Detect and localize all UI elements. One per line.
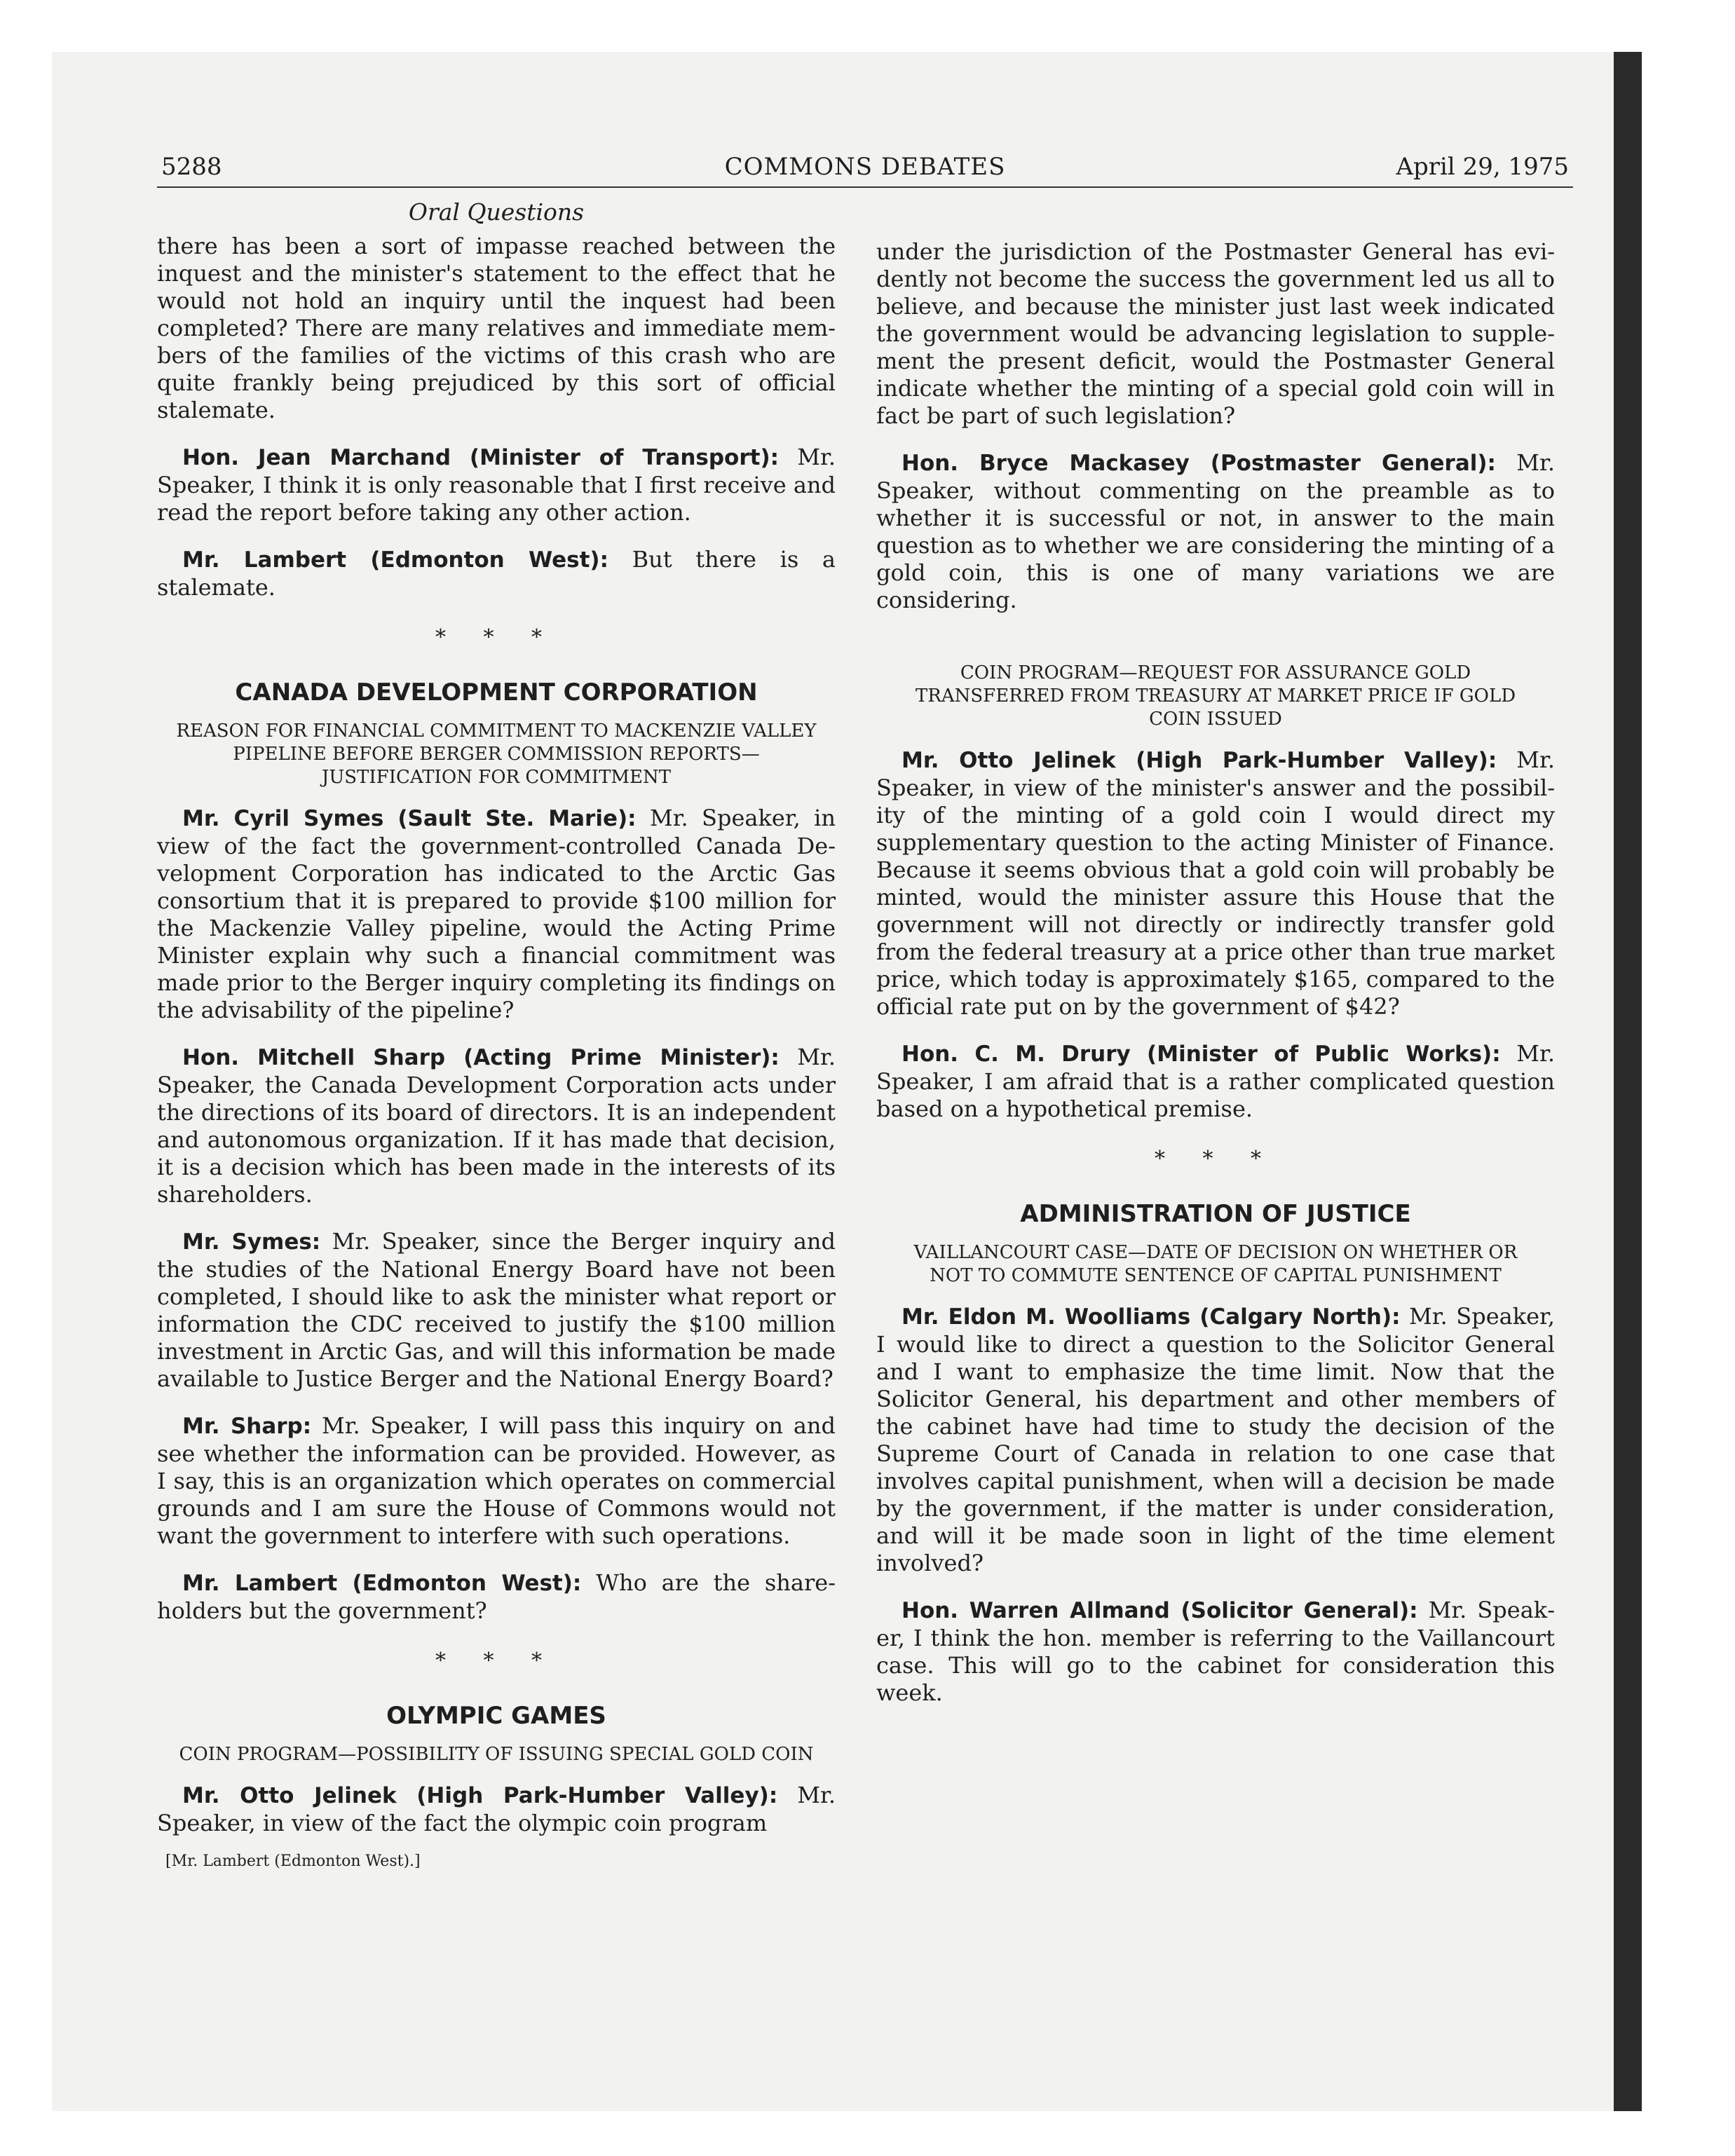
section-subheading: COIN PROGRAM—POSSIBILITY OF ISSUING SPECIAL GOLD COIN [179, 1744, 814, 1765]
speech-text: Mr. Speaker, in view of the fact the olympic coin program [157, 1782, 836, 1836]
speaker-name: Mr. Sharp: [182, 1414, 312, 1439]
speaker-name: Hon. C. M. Drury (Minister of Public Works): [901, 1042, 1501, 1067]
speech-text: But there is a stalemate. [157, 546, 836, 601]
section-separator: * * * [435, 625, 558, 650]
scan-edge-shadow [1614, 52, 1642, 2111]
paragraph [157, 1782, 836, 1837]
section-separator: * * * [1154, 1147, 1277, 1171]
page-header [157, 147, 1573, 188]
paragraph [157, 1044, 836, 1208]
right-column [876, 238, 1555, 1726]
speech-text: Mr. Speaker, without commenting on the preamble as to whether it is successful or not, in answer to the main question as to whether we are considering the minting of a gold coin, this is one of many variations we are considering. [876, 449, 1556, 613]
paragraph [157, 1228, 836, 1393]
section-heading: CANADA DEVELOPMENT CORPORATION [235, 678, 758, 707]
speech-text: Mr. Speaker, in view of the minister's answer and the possibility of the minting of a gold coin I would direct my supplementary question to the acting Minister of Finance. Because it seems obvious that a gold coin will probably be minted, would the minister assure this House that the government will not directly or indirectly transfer gold from the federal treasury at a price other than true market price, which today is approximately $165, compared to the official rate put on by the government of $42? [876, 746, 1555, 1020]
publication-date: April 29, 1975 [1396, 153, 1569, 181]
speaker-name: Hon. Jean Marchand (Minister of Transport): [182, 445, 780, 470]
speaker-name: Mr. Symes: [182, 1229, 321, 1255]
paragraph [157, 1569, 836, 1625]
speech-text: Mr. Speaker, since the Berger inquiry and the studies of the National Energy Board have not been completed, I should like to ask the minister what report or information the CDC received to justify the $100 million investment in Arctic Gas, and will this information be made available to Justice Berger and the National Energy Board? [157, 1228, 836, 1392]
column-footnote: [Mr. Lambert (Edmonton West).] [165, 1853, 421, 1870]
paragraph [157, 1412, 836, 1550]
paragraph [157, 444, 836, 526]
speech-text: Mr. Speaker, I would like to direct a question to the Solicitor General and I want to emphasize the time limit. Now that the Solicitor General, his department and other members of the cabinet have had time to study the decision of the Supreme Court of Canada in relation to one case that involves capital punishment, when will a decision be made by the government, if the matter is under consideration, and will it be made soon in light of the time element involved? [876, 1303, 1555, 1576]
paragraph [157, 546, 836, 601]
paragraph [876, 1597, 1555, 1707]
speaker-name: Mr. Eldon M. Woolliams (Calgary North): [901, 1304, 1401, 1330]
section-subheading: COIN PROGRAM—REQUEST FOR ASSURANCE GOLD TRANSFERRED FROM TREASURY AT MARKET PRICE IF GOLD COIN ISSUED [915, 662, 1516, 730]
section-subheading: REASON FOR FINANCIAL COMMITMENT TO MACKENZIE VALLEY PIPELINE BEFORE BERGER COMMISSION REPORTS—JUSTIFICATION FOR COMMITMENT [176, 721, 817, 788]
speech-text: Mr. Speaker, I will pass this inquiry on and see whether the information can be provided. However, as I say, this is an organization which operates on commercial grounds and I am sure the House of Commons would not want the government to interfere with such operations. [157, 1412, 836, 1549]
paragraph: there has been a sort of impasse reached between the inquest and the minister's statement to the effect that he would not hold an inquiry until the inquest had been completed? There are many relatives and immediate members of the families of the victims of this crash who are quite frankly being prejudiced by this sort of official stalemate. [157, 233, 836, 423]
speaker-name: Mr. Otto Jelinek (High Park-Humber Valley): [182, 1783, 778, 1808]
section-separator: * * * [435, 1649, 558, 1673]
paragraph [157, 805, 836, 1024]
left-column [157, 196, 836, 1872]
speaker-name: Mr. Cyril Symes (Sault Ste. Marie): [182, 806, 637, 831]
section-heading: ADMINISTRATION OF JUSTICE [1020, 1200, 1411, 1228]
speaker-name: Hon. Warren Allmand (Solicitor General): [901, 1598, 1418, 1623]
speaker-name: Hon. Mitchell Sharp (Acting Prime Minister): [182, 1045, 780, 1070]
paragraph [876, 1303, 1555, 1577]
speech-text: Mr. Speaker, the Canada Development Corporation acts under the directions of its board of directors. It is an independent and autonomous organization. If it has made that decision, it is a decision which has been made in the interests of its shareholders. [157, 1044, 836, 1208]
page-number: 5288 [161, 153, 222, 181]
paragraph [876, 449, 1555, 614]
speaker-name: Mr. Lambert (Edmonton West): [182, 547, 608, 573]
paragraph: under the jurisdiction of the Postmaster General has evidently not become the success the government led us all to believe, and because the minister just last week indicated the government would be advancing legislation to supplement the present deficit, would the Postmaster General indicate whether the minting of a special gold coin will in fact be part of such legislation? [876, 238, 1555, 429]
paragraph [876, 1040, 1555, 1123]
speech-text: Mr. Speaker, I think the hon. member is referring to the Vaillancourt case. This will go to the cabinet for consideration this week. [876, 1597, 1555, 1706]
speaker-name: Hon. Bryce Mackasey (Postmaster General): [901, 451, 1496, 476]
speech-text: Mr. Speaker, in view of the fact the government-controlled Canada Development Corporation has indicated to the Arctic Gas consortium that it is prepared to provide $100 million for the Mackenzie Valley pipeline, would the Acting Prime Minister explain why such a financial commitment was made prior to the Berger inquiry completing its findings on the advisability of the pipeline? [157, 805, 836, 1023]
speaker-name: Mr. Lambert (Edmonton West): [182, 1571, 582, 1596]
section-subheading: VAILLANCOURT CASE—DATE OF DECISION ON WHETHER OR NOT TO COMMUTE SENTENCE OF CAPITAL PUNISHMENT [913, 1242, 1518, 1286]
speech-text: Mr. Speaker, I am afraid that is a rather complicated question based on a hypothetical premise. [876, 1040, 1555, 1122]
speaker-name: Mr. Otto Jelinek (High Park-Humber Valley): [901, 748, 1497, 773]
publication-title: COMMONS DEBATES [724, 153, 1006, 181]
section-heading: OLYMPIC GAMES [386, 1702, 606, 1730]
speech-text: Mr. Speaker, I think it is only reasonable that I first receive and read the report before taking any other action. [157, 444, 836, 526]
column-label: Oral Questions [408, 198, 585, 226]
paragraph [876, 746, 1555, 1021]
speech-text: Who are the shareholders but the government? [157, 1569, 836, 1624]
